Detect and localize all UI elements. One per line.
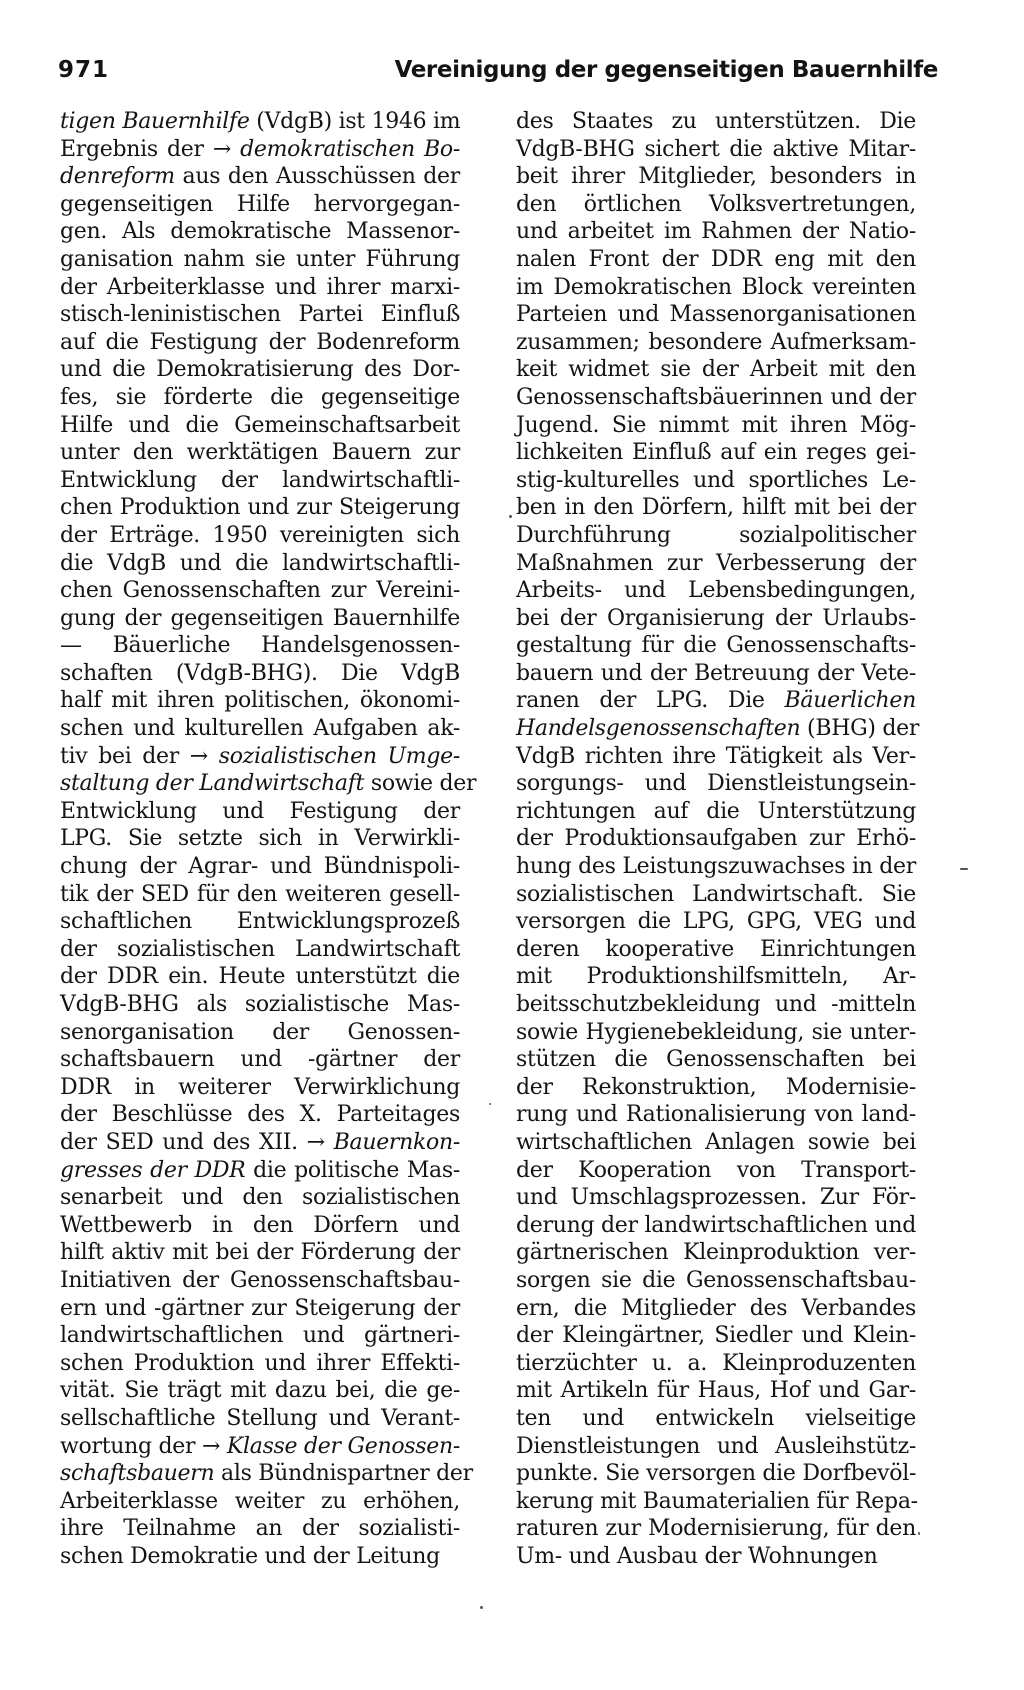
text-line: [60, 908, 460, 936]
text-line: [516, 605, 916, 633]
text-run: sellschaftliche Stellung und Verant-: [60, 1405, 460, 1431]
text-run: Hilfe und die Gemeinschaftsarbeit: [60, 412, 460, 438]
text-run: ern und -gärtner zur Steigerung der: [60, 1295, 460, 1321]
text-run: schaften (VdgB-BHG). Die VdgB: [60, 660, 460, 686]
text-line: [516, 274, 916, 302]
text-run: Wettbewerb in den Dörfern und: [60, 1212, 460, 1238]
text-run: die politische Mas-: [245, 1157, 460, 1183]
text-run: senorganisation der Genossen-: [60, 1019, 460, 1045]
text-run: der Arbeiterklasse und ihrer marxi-: [60, 274, 460, 300]
text-line: [516, 1046, 916, 1074]
text-line: [60, 605, 460, 633]
text-run: sozialistischen Landwirtschaft. Sie: [516, 881, 916, 907]
text-run: hung des Leistungszuwachses in der: [516, 854, 916, 880]
text-line: [60, 467, 460, 495]
running-head: Vereinigung der gegenseitigen Bauernhilfe: [394, 57, 938, 83]
text-run: nalen Front der DDR eng mit den: [516, 246, 916, 272]
text-run: bauern und der Betreuung der Vete-: [516, 660, 916, 686]
text-run: den örtlichen Volksvertretungen,: [516, 191, 916, 217]
text-run: chen Produktion und zur Steigerung: [60, 495, 460, 521]
text-line: [60, 301, 460, 329]
text-line: [60, 384, 460, 412]
scan-speck: [918, 1532, 920, 1535]
italic-term: Bauernkon-: [333, 1129, 460, 1155]
text-line: [60, 1074, 460, 1102]
text-line: [516, 246, 916, 274]
text-line: [60, 1377, 460, 1405]
italic-term: tigen Bauernhilfe: [60, 109, 250, 134]
text-line: [516, 908, 916, 936]
text-run: der Produktionsaufgaben zur Erhö-: [516, 826, 916, 852]
text-run: half mit ihren politischen, ökonomi-: [60, 688, 460, 714]
text-line: [60, 1239, 460, 1267]
text-run: Durchführung sozialpolitischer: [516, 522, 916, 548]
text-line: [60, 743, 460, 771]
text-run: DDR in weiterer Verwirklichung: [60, 1074, 460, 1100]
text-run: des Staates zu unterstützen. Die: [516, 109, 916, 134]
text-run: auf die Festigung der Bodenreform: [60, 329, 460, 355]
scan-speck: [509, 515, 512, 518]
text-line: [516, 1460, 916, 1488]
text-run: gung der gegenseitigen Bauernhilfe: [60, 605, 460, 631]
text-run: VdgB-BHG als sozialistische Mas-: [60, 992, 460, 1017]
text-run: VdgB richten ihre Tätigkeit als Ver-: [516, 743, 916, 769]
text-line: [516, 191, 916, 219]
text-line: [516, 1295, 916, 1323]
text-line: [516, 522, 916, 550]
text-run: mit Produktionshilfsmitteln, Ar-: [516, 964, 916, 990]
text-run: gärtnerischen Kleinproduktion ver-: [516, 1240, 916, 1266]
text-line: [516, 1019, 916, 1047]
text-run: Jugend. Sie nimmt mit ihren Mög-: [516, 412, 916, 438]
text-line: [60, 881, 460, 909]
text-line: [60, 1184, 460, 1212]
text-run: Dienstleistungen und Ausleihstütz-: [516, 1433, 916, 1459]
text-run: Maßnahmen zur Verbesserung der: [516, 550, 916, 576]
text-line: [516, 825, 916, 853]
text-run: wirtschaftlichen Anlagen sowie bei: [516, 1129, 916, 1155]
text-run: sowie der: [364, 771, 477, 797]
text-line: [60, 632, 460, 660]
text-run: Entwicklung und Festigung der: [60, 798, 460, 824]
text-line: [516, 301, 916, 329]
text-line: [60, 1460, 473, 1488]
text-run: raturen zur Modernisierung, für den: [516, 1516, 916, 1542]
text-run: zusammen; besondere Aufmerksam-: [516, 329, 916, 355]
text-run: deren kooperative Einrichtungen: [516, 936, 916, 962]
text-line: [60, 522, 460, 550]
text-line: [516, 163, 916, 191]
text-run: unter den werktätigen Bauern zur: [60, 440, 460, 466]
text-line: [516, 1157, 916, 1185]
text-run: kerung mit Baumaterialien für Repa-: [516, 1488, 918, 1514]
text-line: [516, 1074, 916, 1102]
text-line: [516, 770, 916, 798]
text-run: senarbeit und den sozialistischen: [60, 1185, 460, 1211]
text-run: und arbeitet im Rahmen der Natio-: [516, 219, 916, 245]
text-run: als Bündnispartner der: [214, 1461, 473, 1487]
text-line: [516, 743, 916, 771]
text-line: [516, 853, 916, 881]
text-line: [516, 467, 916, 495]
italic-term: demokratischen Bo-: [240, 136, 460, 162]
text-line: [516, 1377, 916, 1405]
text-run: der Erträge. 1950 vereinigten sich: [60, 522, 460, 548]
text-run: landwirtschaftlichen und gärtneri-: [60, 1323, 460, 1349]
text-run: derung der landwirtschaftlichen und: [516, 1212, 916, 1238]
text-line: [60, 108, 460, 136]
text-run: chung der Agrar- und Bündnispoli-: [60, 854, 460, 880]
text-run: keit widmet sie der Arbeit mit den: [516, 357, 916, 383]
text-run: sorgungs- und Dienstleistungsein-: [516, 771, 916, 797]
text-line: [60, 1046, 460, 1074]
text-run: Arbeits- und Lebensbedingungen,: [516, 578, 916, 604]
text-run: der DDR ein. Heute unterstützt die: [60, 964, 460, 990]
page-header: [58, 52, 938, 88]
text-line: [516, 1433, 916, 1461]
text-line: [516, 136, 916, 164]
text-line: [60, 329, 460, 357]
text-line: [516, 1543, 916, 1571]
page-number: 971: [58, 57, 110, 83]
text-line: [516, 991, 916, 1019]
text-run: der SED und des XII. →: [60, 1129, 334, 1155]
text-run: Ergebnis der →: [60, 136, 241, 162]
text-line: [60, 660, 460, 688]
text-run: schaftsbauern und -gärtner der: [60, 1047, 460, 1073]
text-line: [60, 1019, 460, 1047]
text-run: der Kooperation von Transport-: [516, 1157, 916, 1183]
text-run: ihre Teilnahme an der sozialisti-: [60, 1516, 460, 1542]
text-line: [516, 1101, 916, 1129]
text-line: [60, 1212, 460, 1240]
text-line: [516, 384, 916, 412]
text-line: [516, 108, 916, 136]
text-run: ranen der LPG. Die: [516, 688, 785, 714]
text-line: [516, 1405, 916, 1433]
text-run: stützen die Genossenschaften bei: [516, 1047, 916, 1073]
text-line: [516, 1322, 916, 1350]
text-line: [516, 577, 916, 605]
text-column-right: [516, 108, 920, 1570]
text-line: [60, 1267, 460, 1295]
text-line: [516, 218, 916, 246]
text-run: LPG. Sie setzte sich in Verwirkli-: [60, 826, 460, 852]
text-run: tierzüchter u. a. Kleinproduzenten: [516, 1350, 916, 1376]
text-run: mit Artikeln für Haus, Hof und Gar-: [516, 1378, 916, 1404]
text-run: Um- und Ausbau der Wohnungen: [516, 1543, 878, 1569]
text-line: [60, 687, 460, 715]
text-run: Arbeiterklasse weiter zu erhöhen,: [60, 1488, 460, 1514]
text-line: [60, 246, 460, 274]
text-line: [516, 660, 916, 688]
text-run: ten und entwickeln vielseitige: [516, 1405, 916, 1431]
text-line: [60, 1101, 460, 1129]
text-line: [60, 770, 477, 798]
italic-term: sozialistischen Umge-: [218, 743, 460, 769]
text-line: [60, 936, 460, 964]
text-line: [60, 412, 460, 440]
text-line: [516, 1515, 916, 1543]
text-run: sorgen sie die Genossenschaftsbau-: [516, 1267, 916, 1293]
italic-term: gresses der DDR: [60, 1157, 246, 1183]
text-line: [60, 1543, 460, 1571]
text-line: [516, 687, 916, 715]
text-run: Genossenschaftsbäuerinnen und der: [516, 384, 916, 410]
text-run: vität. Sie trägt mit dazu bei, die ge-: [60, 1378, 460, 1404]
text-run: Entwicklung der landwirtschaftli-: [60, 467, 460, 493]
text-line: [60, 439, 460, 467]
scan-speck: [480, 1606, 483, 1609]
text-run: der Beschlüsse des X. Parteitages: [60, 1102, 460, 1128]
text-line: [516, 550, 916, 578]
text-run: beit ihrer Mitglieder, besonders in: [516, 164, 916, 190]
text-line: [60, 825, 460, 853]
text-column-left: [60, 108, 477, 1570]
text-run: richtungen auf die Unterstützung: [516, 798, 916, 824]
text-run: ben in den Dörfern, hilft mit bei der: [516, 495, 916, 521]
text-line: [516, 356, 916, 384]
text-run: und die Demokratisierung des Dor-: [60, 357, 460, 383]
text-run: und Umschlagsprozessen. Zur För-: [516, 1185, 916, 1211]
text-run: Parteien und Massenorganisationen: [516, 302, 916, 328]
text-line: [516, 1488, 916, 1516]
text-line: [60, 163, 460, 191]
text-line: [516, 439, 916, 467]
text-run: VdgB-BHG sichert die aktive Mitar-: [516, 136, 916, 162]
text-line: [516, 632, 916, 660]
text-run: tiv bei der →: [60, 743, 219, 769]
text-run: aus den Ausschüssen der: [174, 164, 460, 190]
text-line: [60, 274, 460, 302]
text-line: [516, 1239, 916, 1267]
text-run: (BHG) der: [800, 716, 920, 742]
text-line: [516, 1350, 916, 1378]
text-line: [60, 853, 460, 881]
text-line: [60, 715, 460, 743]
text-line: [60, 798, 460, 826]
text-line: [516, 1267, 916, 1295]
text-run: (VdgB) ist 1946 im: [249, 109, 461, 134]
text-line: [60, 1488, 460, 1516]
text-line: [60, 494, 460, 522]
text-run: schaftlichen Entwicklungsprozeß: [60, 909, 460, 935]
text-line: [60, 1129, 460, 1157]
text-line: [516, 963, 916, 991]
text-line: [60, 1350, 460, 1378]
text-run: wortung der →: [60, 1433, 227, 1459]
text-run: tik der SED für den weiteren gesell-: [60, 881, 460, 907]
text-run: der Rekonstruktion, Modernisie-: [516, 1074, 916, 1100]
text-run: der sozialistischen Landwirtschaft: [60, 936, 460, 962]
italic-term: staltung der Landwirtschaft: [60, 771, 365, 797]
text-run: ganisation nahm sie unter Führung: [60, 246, 460, 272]
text-run: ern, die Mitglieder des Verbandes: [516, 1295, 916, 1321]
text-line: [60, 1157, 460, 1185]
text-run: beitsschutzbekleidung und -mitteln: [516, 992, 916, 1017]
text-line: [60, 191, 460, 219]
text-run: gegenseitigen Hilfe hervorgegan-: [60, 191, 460, 217]
text-run: versorgen die LPG, GPG, VEG und: [516, 909, 916, 935]
italic-term: Bäuerlichen: [784, 688, 916, 714]
italic-term: schaftsbauern: [60, 1461, 215, 1487]
italic-term: Handelsgenossenschaften: [516, 716, 801, 742]
text-line: [516, 936, 916, 964]
scan-speck: [960, 868, 968, 870]
text-line: [60, 1295, 460, 1323]
text-line: [516, 715, 920, 743]
text-line: [516, 881, 916, 909]
text-line: [60, 1405, 460, 1433]
text-run: fes, sie förderte die gegenseitige: [60, 384, 460, 410]
text-run: schen Demokratie und der Leitung: [60, 1543, 440, 1569]
text-run: punkte. Sie versorgen die Dorfbevöl-: [516, 1461, 917, 1487]
text-line: [60, 991, 460, 1019]
text-run: gestaltung für die Genossenschafts-: [516, 633, 916, 659]
text-run: der Kleingärtner, Siedler und Klein-: [516, 1323, 916, 1349]
text-run: sowie Hygienebekleidung, sie unter-: [516, 1019, 916, 1045]
text-run: — Bäuerliche Handelsgenossen-: [60, 633, 460, 659]
text-run: gen. Als demokratische Massenor-: [60, 219, 460, 245]
text-line: [60, 218, 460, 246]
text-run: schen und kulturellen Aufgaben ak-: [60, 716, 460, 742]
text-line: [516, 798, 916, 826]
text-run: im Demokratischen Block vereinten: [516, 274, 916, 300]
text-run: chen Genossenschaften zur Vereini-: [60, 578, 460, 604]
italic-term: Klasse der Genossen-: [226, 1433, 460, 1459]
text-run: stisch-leninistischen Partei Einfluß: [60, 302, 460, 328]
text-run: schen Produktion und ihrer Effekti-: [60, 1350, 460, 1376]
italic-term: denreform: [60, 164, 175, 190]
text-line: [60, 1433, 460, 1461]
text-line: [516, 1212, 916, 1240]
text-line: [516, 1184, 916, 1212]
text-run: die VdgB und die landwirtschaftli-: [60, 550, 460, 576]
scan-speck: [489, 1103, 491, 1105]
text-line: [60, 550, 460, 578]
text-line: [60, 1515, 460, 1543]
text-run: stig-kulturelles und sportliches Le-: [516, 467, 916, 493]
text-run: hilft aktiv mit bei der Förderung der: [60, 1240, 460, 1266]
text-line: [60, 356, 460, 384]
text-line: [60, 963, 460, 991]
text-line: [516, 494, 916, 522]
text-line: [60, 577, 460, 605]
text-run: Initiativen der Genossenschaftsbau-: [60, 1267, 460, 1293]
text-line: [516, 1129, 916, 1157]
text-line: [60, 136, 460, 164]
text-run: rung und Rationalisierung von land-: [516, 1102, 916, 1128]
text-line: [516, 329, 916, 357]
text-line: [516, 412, 916, 440]
text-line: [60, 1322, 460, 1350]
text-run: bei der Organisierung der Urlaubs-: [516, 605, 916, 631]
text-run: lichkeiten Einfluß auf ein reges gei-: [516, 440, 916, 466]
